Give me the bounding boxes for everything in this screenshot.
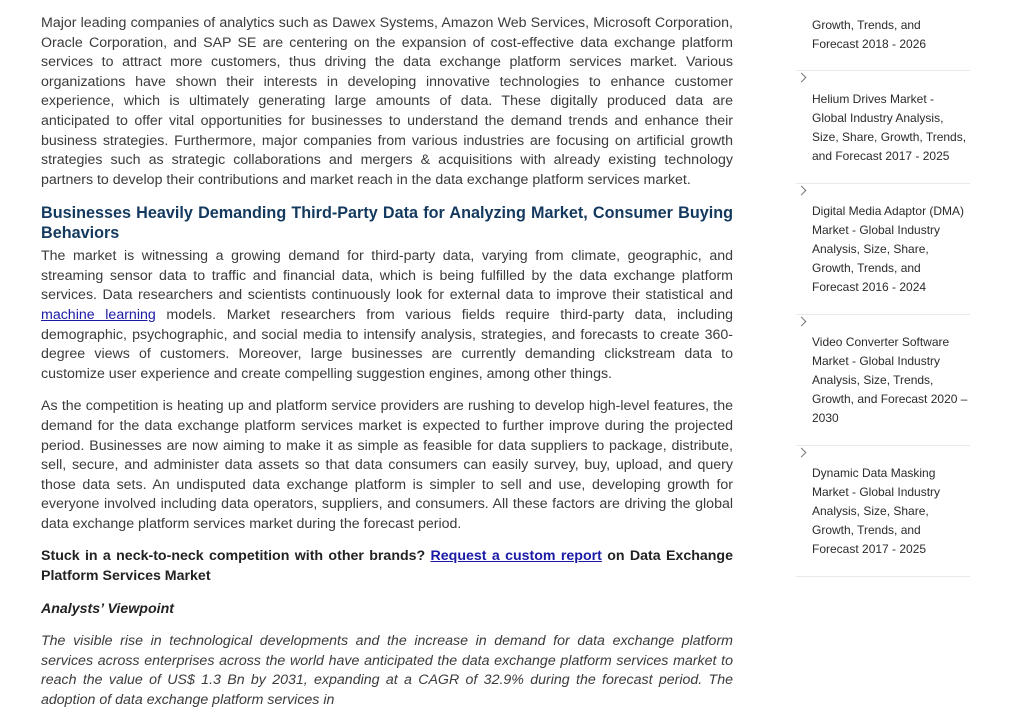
cta-text: on Data Exchange Platform Services Market: [41, 548, 733, 585]
chevron-right-icon: [797, 73, 807, 83]
machine-learning-link[interactable]: machine learning: [41, 306, 156, 323]
related-report-item[interactable]: [796, 315, 970, 446]
paragraph-market-leaders: Major leading companies of analytics such as Dawex Systems, Amazon Web Services, Microsoft Corporation, Oracle Corporation, and SAP SE are centering on the expansion of cost-effective data exchange platform services to attract more customers, thus driving the data exchange platform services market. Various organizations have shown their interests in developing innovative technologies to enhance customer experience, which is ultimately generating large amounts of data. These digitally produced data are anticipated to offer vital opportunities for businesses to understand the demand trends and enhance their business strategies. Furthermore, major companies from various industries are focusing on artificial growth strategies such as strategic collaborations and mergers & acquisitions with already existing technology partners to develop their contributions and market reach in the data exchange platform services market.: [41, 15, 733, 188]
related-report-label[interactable]: Growth, Trends, and Forecast 2018 - 2026: [812, 18, 927, 51]
related-report-item[interactable]: [796, 184, 970, 315]
section-heading: Businesses Heavily Demanding Third-Party Data for Analyzing Market, Consumer Buying Behaviors: [41, 204, 733, 242]
chevron-right-icon: [797, 186, 807, 196]
related-report-label[interactable]: Helium Drives Market - Global Industry Analysis, Size, Share, Growth, Trends, and Forecast 2017 - 2025: [812, 92, 967, 163]
paragraph-text: The market is witnessing a growing demand for third-party data, varying from climate, geographic, and streaming sensor data to traffic and financial data, which is being fulfilled by the data exchange platform services. Data researchers and scientists continuously look for external data to improve their statistical and: [41, 248, 733, 304]
paragraph-text: models. Market researchers from various fields require third-party data, including demographic, psychographic, and social media to intensify analysis, strategies, and forecasts to create 360-degree views of customers. Moreover, large businesses are currently demanding clickstream data to customize user experience and create compelling suggestion engines, among other things.: [41, 306, 733, 382]
related-report-label[interactable]: Video Converter Software Market - Global Industry Analysis, Size, Trends, Growth, and Forecast 2020 – 2030: [812, 335, 968, 425]
related-report-label[interactable]: Dynamic Data Masking Market - Global Industry Analysis, Size, Share, Growth, Trends, and Forecast 2017 - 2025: [812, 466, 941, 556]
analysts-viewpoint-text: The visible rise in technological developments and the increase in demand for data exchange platform services across enterprises across the world have anticipated the data exchange platform services market to reach the value of US$ 1.3 Bn by 2031, expanding at a CAGR of 32.9% during the forecast period. The adoption of data exchange platform services in: [41, 633, 733, 709]
analysts-viewpoint-heading: Analysts’ Viewpoint: [41, 600, 174, 617]
related-reports-sidebar: [796, 0, 970, 577]
paragraph-third-party-data: [41, 247, 733, 384]
paragraph-competition: As the competition is heating up and platform service providers are rushing to develop high-level features, the demand for the data exchange platform services market is expected to further improve during the projected period. Businesses are now aiming to make it as simple as feasible for data suppliers to package, distribute, sell, secure, and administer data assets so that data consumers can easily survey, buy, upload, and query those data sets. An undisputed data exchange platform is simpler to sell and use, developing growth for everyone involved including data operators, suppliers, and consumers. All these factors are driving the global data exchange platform services market during the forecast period.: [41, 398, 733, 532]
related-report-item[interactable]: [796, 446, 970, 577]
related-report-item[interactable]: [796, 0, 970, 71]
cta-text: Stuck in a neck-to-neck competition with other brands?: [41, 548, 431, 565]
related-report-label[interactable]: Digital Media Adaptor (DMA) Market - Global Industry Analysis, Size, Share, Growth, Trends, and Forecast 2016 - 2024: [812, 204, 965, 294]
request-custom-report-link[interactable]: Request a custom report: [430, 548, 602, 565]
related-report-item[interactable]: [796, 71, 970, 184]
custom-report-cta: [41, 547, 733, 586]
article-body: [41, 14, 733, 711]
chevron-right-icon: [797, 448, 807, 458]
chevron-right-icon: [797, 317, 807, 327]
